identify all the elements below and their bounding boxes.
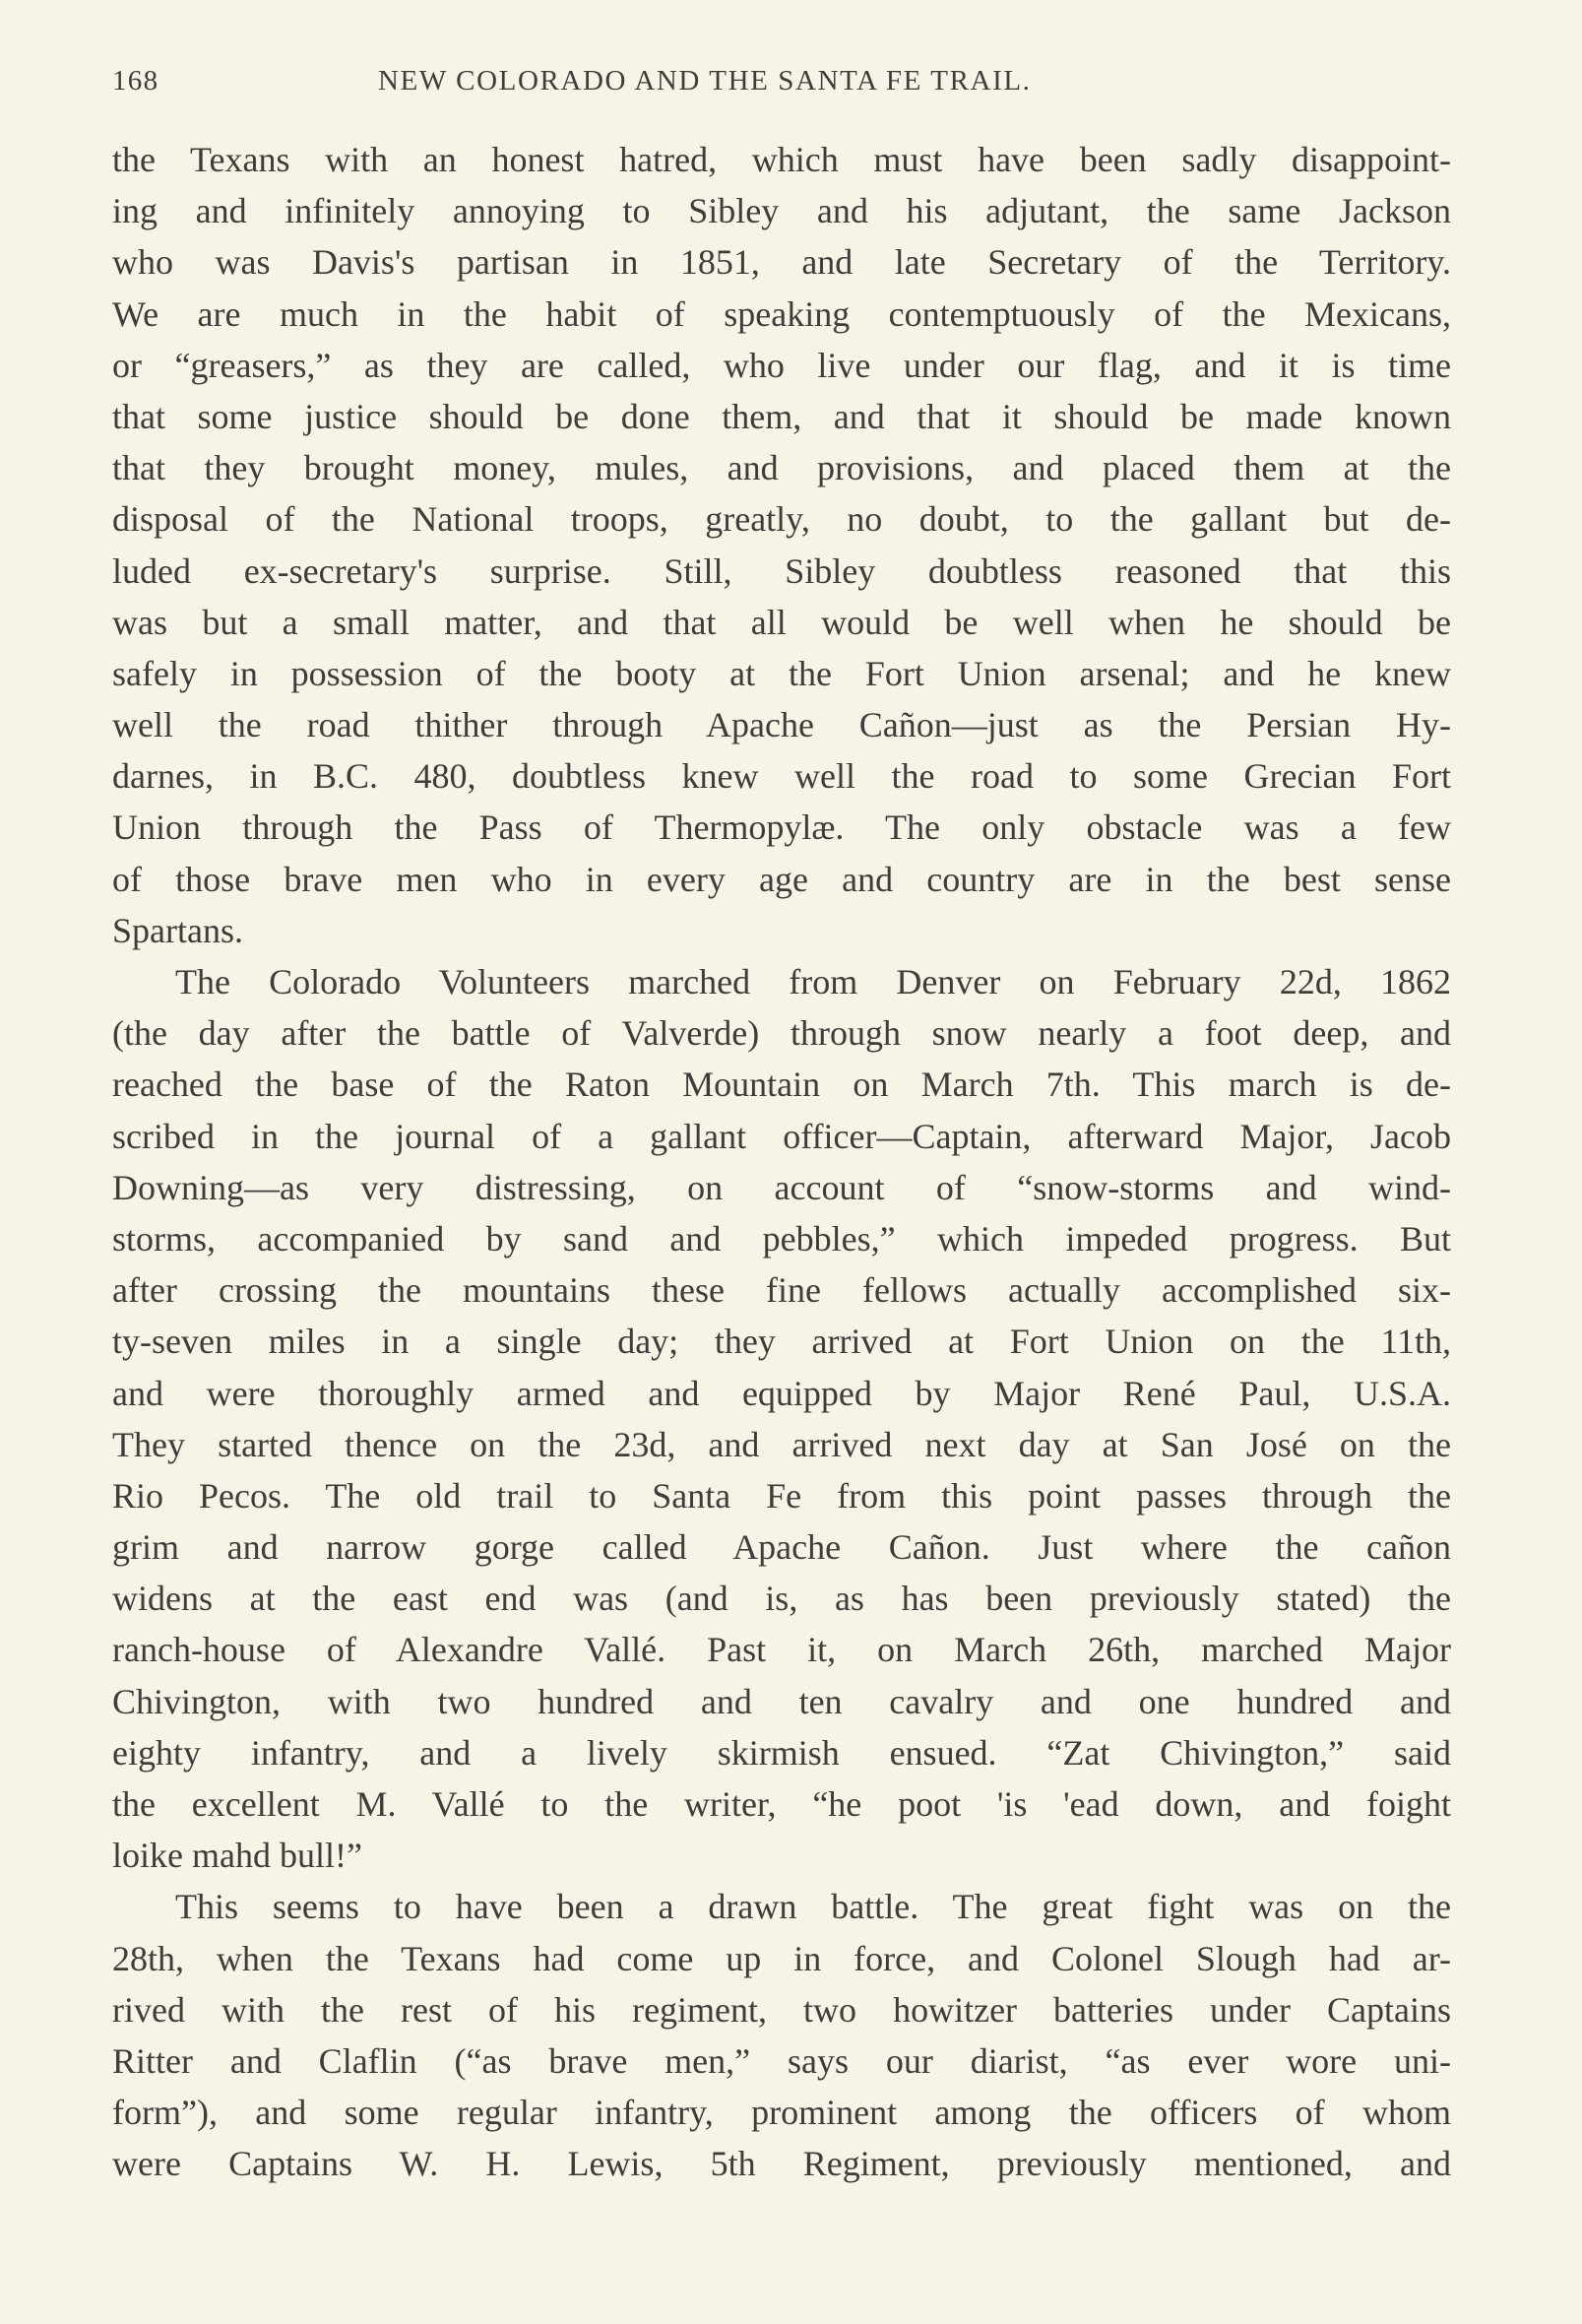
text-line: rived with the rest of his regiment, two howitzer batteries under Captains (112, 1989, 1451, 2030)
paragraph-first-line: This seems to have been a drawn battle. The great fight was on the (175, 1887, 1451, 1927)
text-line: They started thence on the 23d, and arrived next day at San José on the (112, 1424, 1451, 1464)
text-line: that they brought money, mules, and provisions, and placed them at the (112, 448, 1451, 488)
text-line: storms, accompanied by sand and pebbles,” which impeded progress. But (112, 1218, 1451, 1259)
text-line: reached the base of the Raton Mountain on March 7th. This march is de- (112, 1065, 1451, 1105)
running-title: NEW COLORADO AND THE SANTA FE TRAIL. (378, 65, 1032, 97)
text-line: darnes, in B.C. 480, doubtless knew well the road to some Grecian Fort (112, 756, 1451, 797)
text-line: ty-seven miles in a single day; they arrived at Fort Union on the 11th, (112, 1322, 1451, 1362)
text-line: the excellent M. Vallé to the writer, “he poot 'is 'ead down, and foight (112, 1784, 1451, 1824)
text-line: the Texans with an honest hatred, which must have been sadly disappoint- (112, 140, 1451, 179)
text-line: and were thoroughly armed and equipped by Major René Paul, U.S.A. (112, 1373, 1451, 1413)
paragraph-first-line: The Colorado Volunteers marched from Denver on February 22d, 1862 (175, 962, 1451, 1001)
text-line: widens at the east end was (and is, as has been previously stated) the (112, 1579, 1451, 1619)
text-line: Union through the Pass of Thermopylæ. The only obstacle was a few (112, 807, 1451, 848)
text-line: Downing—as very distressing, on account of “snow-storms and wind- (112, 1167, 1451, 1207)
text-line: We are much in the habit of speaking contemptuously of the Mexicans, (112, 293, 1451, 334)
text-line: of those brave men who in every age and country are in the best sense (112, 859, 1451, 899)
text-line: disposal of the National troops, greatly, no doubt, to the gallant but de- (112, 499, 1451, 540)
text-line: 28th, when the Texans had come up in force, and Colonel Slough had ar- (112, 1938, 1451, 1978)
text-line: after crossing the mountains these fine fellows actually accomplished six- (112, 1270, 1451, 1311)
text-line: ing and infinitely annoying to Sibley and his adjutant, the same Jackson (112, 191, 1451, 231)
text-line: grim and narrow gorge called Apache Cañon. Just where the cañon (112, 1527, 1451, 1568)
text-line: Ritter and Claflin (“as brave men,” says our diarist, “as ever wore uni- (112, 2040, 1451, 2081)
text-line: were Captains W. H. Lewis, 5th Regiment, previously mentioned, and (112, 2144, 1451, 2184)
text-line: that some justice should be done them, and that it should be made known (112, 396, 1451, 436)
text-line: luded ex-secretary's surprise. Still, Sibley doubtless reasoned that this (112, 550, 1451, 591)
text-line: (the day after the battle of Valverde) through snow nearly a foot deep, and (112, 1013, 1451, 1054)
paragraph-end-line: loike mahd bull!” (112, 1836, 362, 1876)
text-line: who was Davis's partisan in 1851, and late Secretary of the Territory. (112, 242, 1451, 283)
body-text (112, 134, 1451, 2190)
text-line: ranch-house of Alexandre Vallé. Past it, on March 26th, marched Major (112, 1630, 1451, 1670)
text-line: was but a small matter, and that all would be well when he should be (112, 602, 1451, 642)
text-line: or “greasers,” as they are called, who live under our flag, and it is time (112, 345, 1451, 385)
running-head (112, 65, 1451, 124)
text-line: well the road thither through Apache Cañon—just as the Persian Hy- (112, 705, 1451, 745)
text-line: form”), and some regular infantry, prominent among the officers of whom (112, 2093, 1451, 2133)
text-line: scribed in the journal of a gallant officer—Captain, afterward Major, Jacob (112, 1116, 1451, 1156)
text-line: Chivington, with two hundred and ten cavalry and one hundred and (112, 1681, 1451, 1721)
text-line: Rio Pecos. The old trail to Santa Fe from this point passes through the (112, 1475, 1451, 1516)
text-line: eighty infantry, and a lively skirmish ensued. “Zat Chivington,” said (112, 1732, 1451, 1773)
paragraph-end-line: Spartans. (112, 910, 243, 950)
text-line: safely in possession of the booty at the Fort Union arsenal; and he knew (112, 653, 1451, 693)
page-number: 168 (112, 65, 159, 97)
